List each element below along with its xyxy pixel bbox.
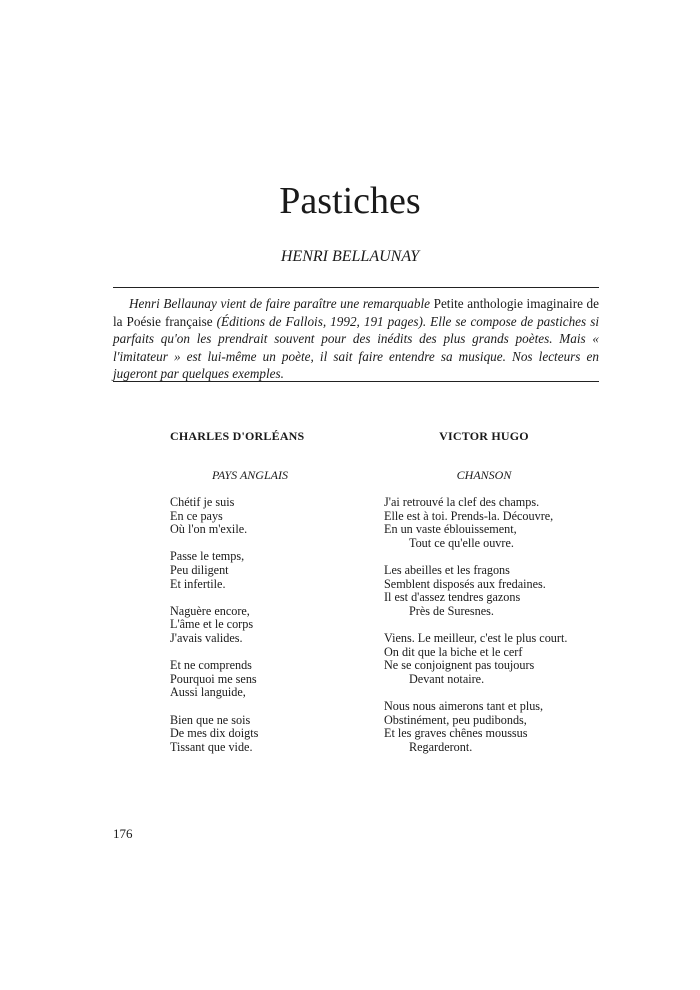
intro-book-title: Petite anthologie imaginaire de la Poésie française <box>113 296 599 329</box>
verse-line: Bien que ne sois <box>170 712 251 727</box>
verse-line: Aussi languide, <box>170 685 246 700</box>
verse-line: Devant notaire. <box>409 671 485 686</box>
poem-victor-hugo <box>384 428 604 768</box>
intro-text-2: (Éditions de Fallois, 1992, 191 pages). Elle se compose de pastiches si parfaits qu'on les prendrait souvent pour des inédits des plus grands poètes. Mais « l'imitateur » est lui-même un poète, il sait faire entendre sa musique. Nos lecteurs en jugeront par quelques exemples. <box>113 313 599 382</box>
verse-line: Et les graves chênes moussus <box>384 726 528 741</box>
verse-line: On dit que la biche et le cerf <box>384 644 523 659</box>
stanza <box>384 496 604 550</box>
verse-line: Obstinément, peu pudibonds, <box>384 712 527 727</box>
page-number: 176 <box>113 826 133 841</box>
verse-line: Et ne comprends <box>170 658 252 673</box>
author-name: HENRI BELLAUNAY <box>280 248 420 265</box>
stanza <box>384 632 604 686</box>
page-title: Pastiches <box>279 180 421 222</box>
intro-text-1: Henri Bellaunay vient de faire paraître une remarquable <box>129 296 430 311</box>
verse-line: De mes dix doigts <box>170 726 259 741</box>
verse-line: Naguère encore, <box>170 603 250 618</box>
verse-line: Regarderont. <box>409 739 473 754</box>
verse-line: Il est d'assez tendres gazons <box>384 590 521 605</box>
verse-line: Passe le temps, <box>170 549 245 564</box>
stanza <box>170 659 370 700</box>
verse-line: Ne se conjoignent pas toujours <box>384 658 535 673</box>
poem-charles-dorleans <box>170 428 370 768</box>
verse-line: Où l'on m'exile. <box>170 522 248 537</box>
verse-line: L'âme et le corps <box>170 617 254 632</box>
poet-name: CHARLES D'ORLÉANS <box>170 429 305 443</box>
verse-line: Pourquoi me sens <box>170 671 257 686</box>
top-rule <box>113 287 599 288</box>
poem-title: CHANSON <box>456 468 512 482</box>
verse-line: En ce pays <box>170 508 223 523</box>
verse-line: Peu diligent <box>170 562 229 577</box>
verse-line: Près de Suresnes. <box>409 603 494 618</box>
verse-line: J'avais valides. <box>170 630 243 645</box>
bottom-rule <box>113 381 599 382</box>
stanza <box>170 496 370 537</box>
verse-line: Chétif je suis <box>170 495 235 509</box>
verse-line: Nous nous aimerons tant et plus, <box>384 698 544 713</box>
verse-line: Et infertile. <box>170 576 226 591</box>
stanza <box>170 550 370 591</box>
stanza <box>170 714 370 755</box>
verse-line: Les abeilles et les fragons <box>384 562 510 577</box>
stanza <box>384 564 604 618</box>
stanza <box>170 605 370 646</box>
stanza <box>384 700 604 754</box>
poem-title: PAYS ANGLAIS <box>212 468 288 482</box>
verse-line: Elle est à toi. Prends-la. Découvre, <box>384 508 554 523</box>
verse-line: En un vaste éblouissement, <box>384 522 517 537</box>
verse-line: J'ai retrouvé la clef des champs. <box>384 495 540 509</box>
verse-line: Tout ce qu'elle ouvre. <box>409 535 514 550</box>
intro-paragraph <box>113 295 599 383</box>
verse-line: Viens. Le meilleur, c'est le plus court. <box>384 630 568 645</box>
verse-line: Tissant que vide. <box>170 739 253 754</box>
verse-line: Semblent disposés aux fredaines. <box>384 576 546 591</box>
poet-name: VICTOR HUGO <box>439 429 529 443</box>
